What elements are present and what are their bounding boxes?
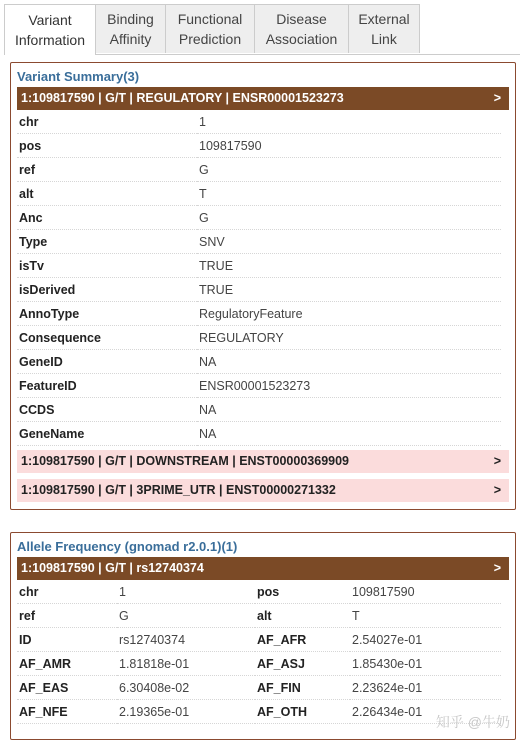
field-value: G [197,158,501,182]
field-key: pos [17,134,197,158]
variant-bar-3prime-utr[interactable] [17,479,509,502]
tab-bar [4,4,520,55]
chevron-right-icon: > [493,91,501,105]
field-key: AF_EAS [17,676,117,700]
table-row [17,398,501,422]
field-key: GeneID [17,350,197,374]
field-key: CCDS [17,398,197,422]
field-value: T [350,604,501,628]
table-row [17,302,501,326]
variant-bar-regulatory[interactable] [17,87,509,110]
field-key: Consequence [17,326,197,350]
tab-label-line1: Disease [276,11,327,27]
field-value: ENSR00001523273 [197,374,501,398]
field-key: FeatureID [17,374,197,398]
table-row [17,374,501,398]
table-row [17,254,501,278]
tab-label-line1: Functional [177,11,243,27]
table-row [17,134,501,158]
table-row [17,700,501,724]
table-row [17,182,501,206]
field-value: 109817590 [197,134,501,158]
table-row [17,676,501,700]
variant-detail-table [17,110,501,446]
chevron-right-icon: > [493,454,501,468]
field-value: NA [197,422,501,446]
field-value: NA [197,350,501,374]
tab-binding-affinity[interactable] [95,4,166,53]
field-key: isDerived [17,278,197,302]
field-value: 2.54027e-01 [350,628,501,652]
field-value: 1.81818e-01 [117,652,255,676]
field-value: rs12740374 [117,628,255,652]
tab-label-line1: Binding [107,11,154,27]
field-key: alt [17,182,197,206]
field-key: GeneName [17,422,197,446]
table-row [17,350,501,374]
field-value: 2.26434e-01 [350,700,501,724]
tab-label-line2: Link [371,31,397,47]
allele-frequency-panel [10,532,516,740]
field-key: ID [17,628,117,652]
field-value: 1 [197,110,501,134]
tab-functional-prediction[interactable] [165,4,255,53]
watermark: 知乎 @牛奶 [435,714,510,730]
field-key: isTv [17,254,197,278]
table-row [17,326,501,350]
field-value: REGULATORY [197,326,501,350]
field-key: chr [17,110,197,134]
panel-title: Allele Frequency (gnomad r2.0.1)(1) [17,539,238,554]
allele-bar-rs12740374[interactable] [17,557,509,580]
table-row [17,230,501,254]
tab-label-line1: Variant [28,12,72,28]
table-row [17,278,501,302]
tab-label-line1: External [358,11,410,27]
table-row [17,580,501,604]
field-value: 109817590 [350,580,501,604]
allele-frequency-table [17,580,501,724]
field-key: Anc [17,206,197,230]
field-key: AF_AFR [255,628,350,652]
chevron-right-icon: > [493,483,501,497]
table-row [17,206,501,230]
field-value: SNV [197,230,501,254]
variant-summary-panel [10,62,516,510]
field-key: pos [255,580,350,604]
bar-label: 1:109817590 | G/T | 3PRIME_UTR | ENST00000271332 [21,483,336,497]
tab-label-line2: Information [14,32,86,48]
field-value: G [197,206,501,230]
field-key: AF_OTH [255,700,350,724]
field-key: AnnoType [17,302,197,326]
field-key: alt [255,604,350,628]
field-key: Type [17,230,197,254]
table-row [17,652,501,676]
field-key: AF_FIN [255,676,350,700]
table-row [17,158,501,182]
field-value: 2.19365e-01 [117,700,255,724]
field-value: 2.23624e-01 [350,676,501,700]
field-key: ref [17,604,117,628]
field-value: 1 [117,580,255,604]
table-row [17,604,501,628]
table-row [17,422,501,446]
field-value: 1.85430e-01 [350,652,501,676]
field-key: AF_AMR [17,652,117,676]
bar-label: 1:109817590 | G/T | DOWNSTREAM | ENST00000369909 [21,454,350,468]
field-value: 6.30408e-02 [117,676,255,700]
tab-external-link[interactable] [348,4,420,53]
field-value: RegulatoryFeature [197,302,501,326]
tab-disease-association[interactable] [254,4,349,53]
field-value: G [117,604,255,628]
variant-bar-downstream[interactable] [17,450,509,473]
bar-label: 1:109817590 | G/T | REGULATORY | ENSR00001523273 [21,91,344,105]
table-row [17,628,501,652]
tab-label-line2: Association [265,31,338,47]
tab-label-line2: Prediction [178,31,242,47]
tab-label-line2: Affinity [109,31,152,47]
tab-variant-information[interactable] [4,4,96,55]
table-row [17,110,501,134]
chevron-right-icon: > [493,561,501,575]
field-value: TRUE [197,254,501,278]
panel-title: Variant Summary(3) [17,69,140,84]
field-key: ref [17,158,197,182]
field-value: TRUE [197,278,501,302]
field-key: chr [17,580,117,604]
field-key: AF_NFE [17,700,117,724]
bar-label: 1:109817590 | G/T | rs12740374 [21,561,204,575]
field-key: AF_ASJ [255,652,350,676]
field-value: T [197,182,501,206]
field-value: NA [197,398,501,422]
